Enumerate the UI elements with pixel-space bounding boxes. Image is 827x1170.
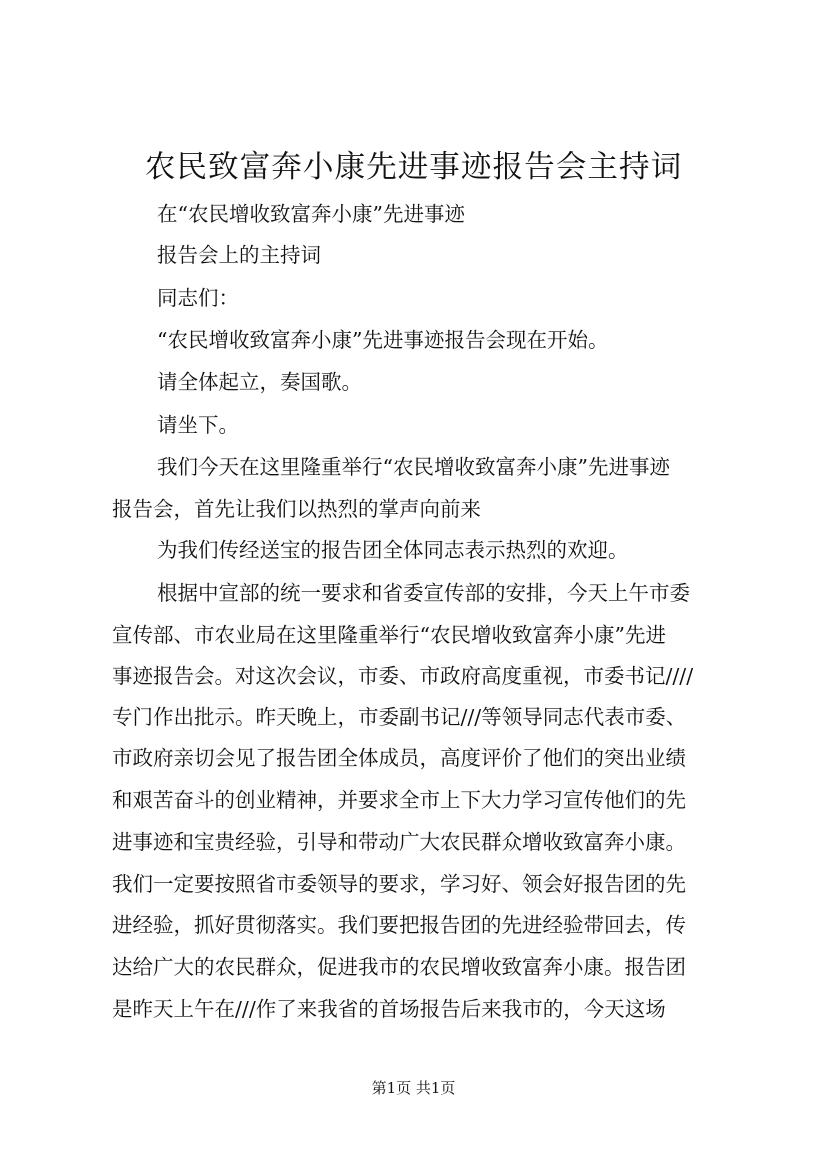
text-line: 同志们：: [157, 286, 239, 310]
text-line: 报告会，首先让我们以热烈的掌声向前来: [112, 497, 481, 521]
text-line: 进经验，抓好贯彻落实。我们要把报告团的先进经验带回去，传: [112, 913, 686, 937]
text-line: 进事迹和宝贵经验，引导和带动广大农民群众增收致富奔小康。: [112, 830, 686, 854]
text-line: “农民增收致富奔小康”先进事迹报告会现在开始。: [157, 328, 609, 352]
text-line: 达给广大的农民群众，促进我市的农民增收致富奔小康。报告团: [112, 955, 686, 979]
text-line: 我们一定要按照省市委领导的要求，学习好、领会好报告团的先: [112, 872, 686, 896]
text-line: 市政府亲切会见了报告团全体成员，高度评价了他们的突出业绩: [112, 746, 686, 770]
text-line: 和艰苦奋斗的创业精神，并要求全市上下大力学习宣传他们的先: [112, 788, 686, 812]
page-footer: 第1页 共1页: [371, 1079, 456, 1097]
text-line: 请全体起立，奏国歌。: [157, 370, 362, 394]
document-title: 农民致富奔小康先进事迹报告会主持词: [144, 150, 683, 185]
text-line: 宣传部、市农业局在这里隆重举行“农民增收致富奔小康”先进: [112, 623, 666, 647]
text-line: 事迹报告会。对这次会议，市委、市政府高度重视，市委书记////: [112, 664, 694, 688]
text-line: 报告会上的主持词: [157, 243, 321, 267]
text-line: 根据中宣部的统一要求和省委宣传部的安排，今天上午市委: [157, 581, 690, 605]
text-line: 请坐下。: [157, 413, 239, 437]
text-line: 是昨天上午在///作了来我省的首场报告后来我市的，今天这场: [112, 997, 666, 1021]
text-line: 在“农民增收致富奔小康”先进事迹: [157, 202, 465, 226]
text-line: 我们今天在这里隆重举行“农民增收致富奔小康”先进事迹: [157, 455, 670, 479]
text-line: 专门作出批示。昨天晚上，市委副书记///等领导同志代表市委、: [112, 705, 687, 729]
text-line: 为我们传经送宝的报告团全体同志表示热烈的欢迎。: [157, 538, 629, 562]
